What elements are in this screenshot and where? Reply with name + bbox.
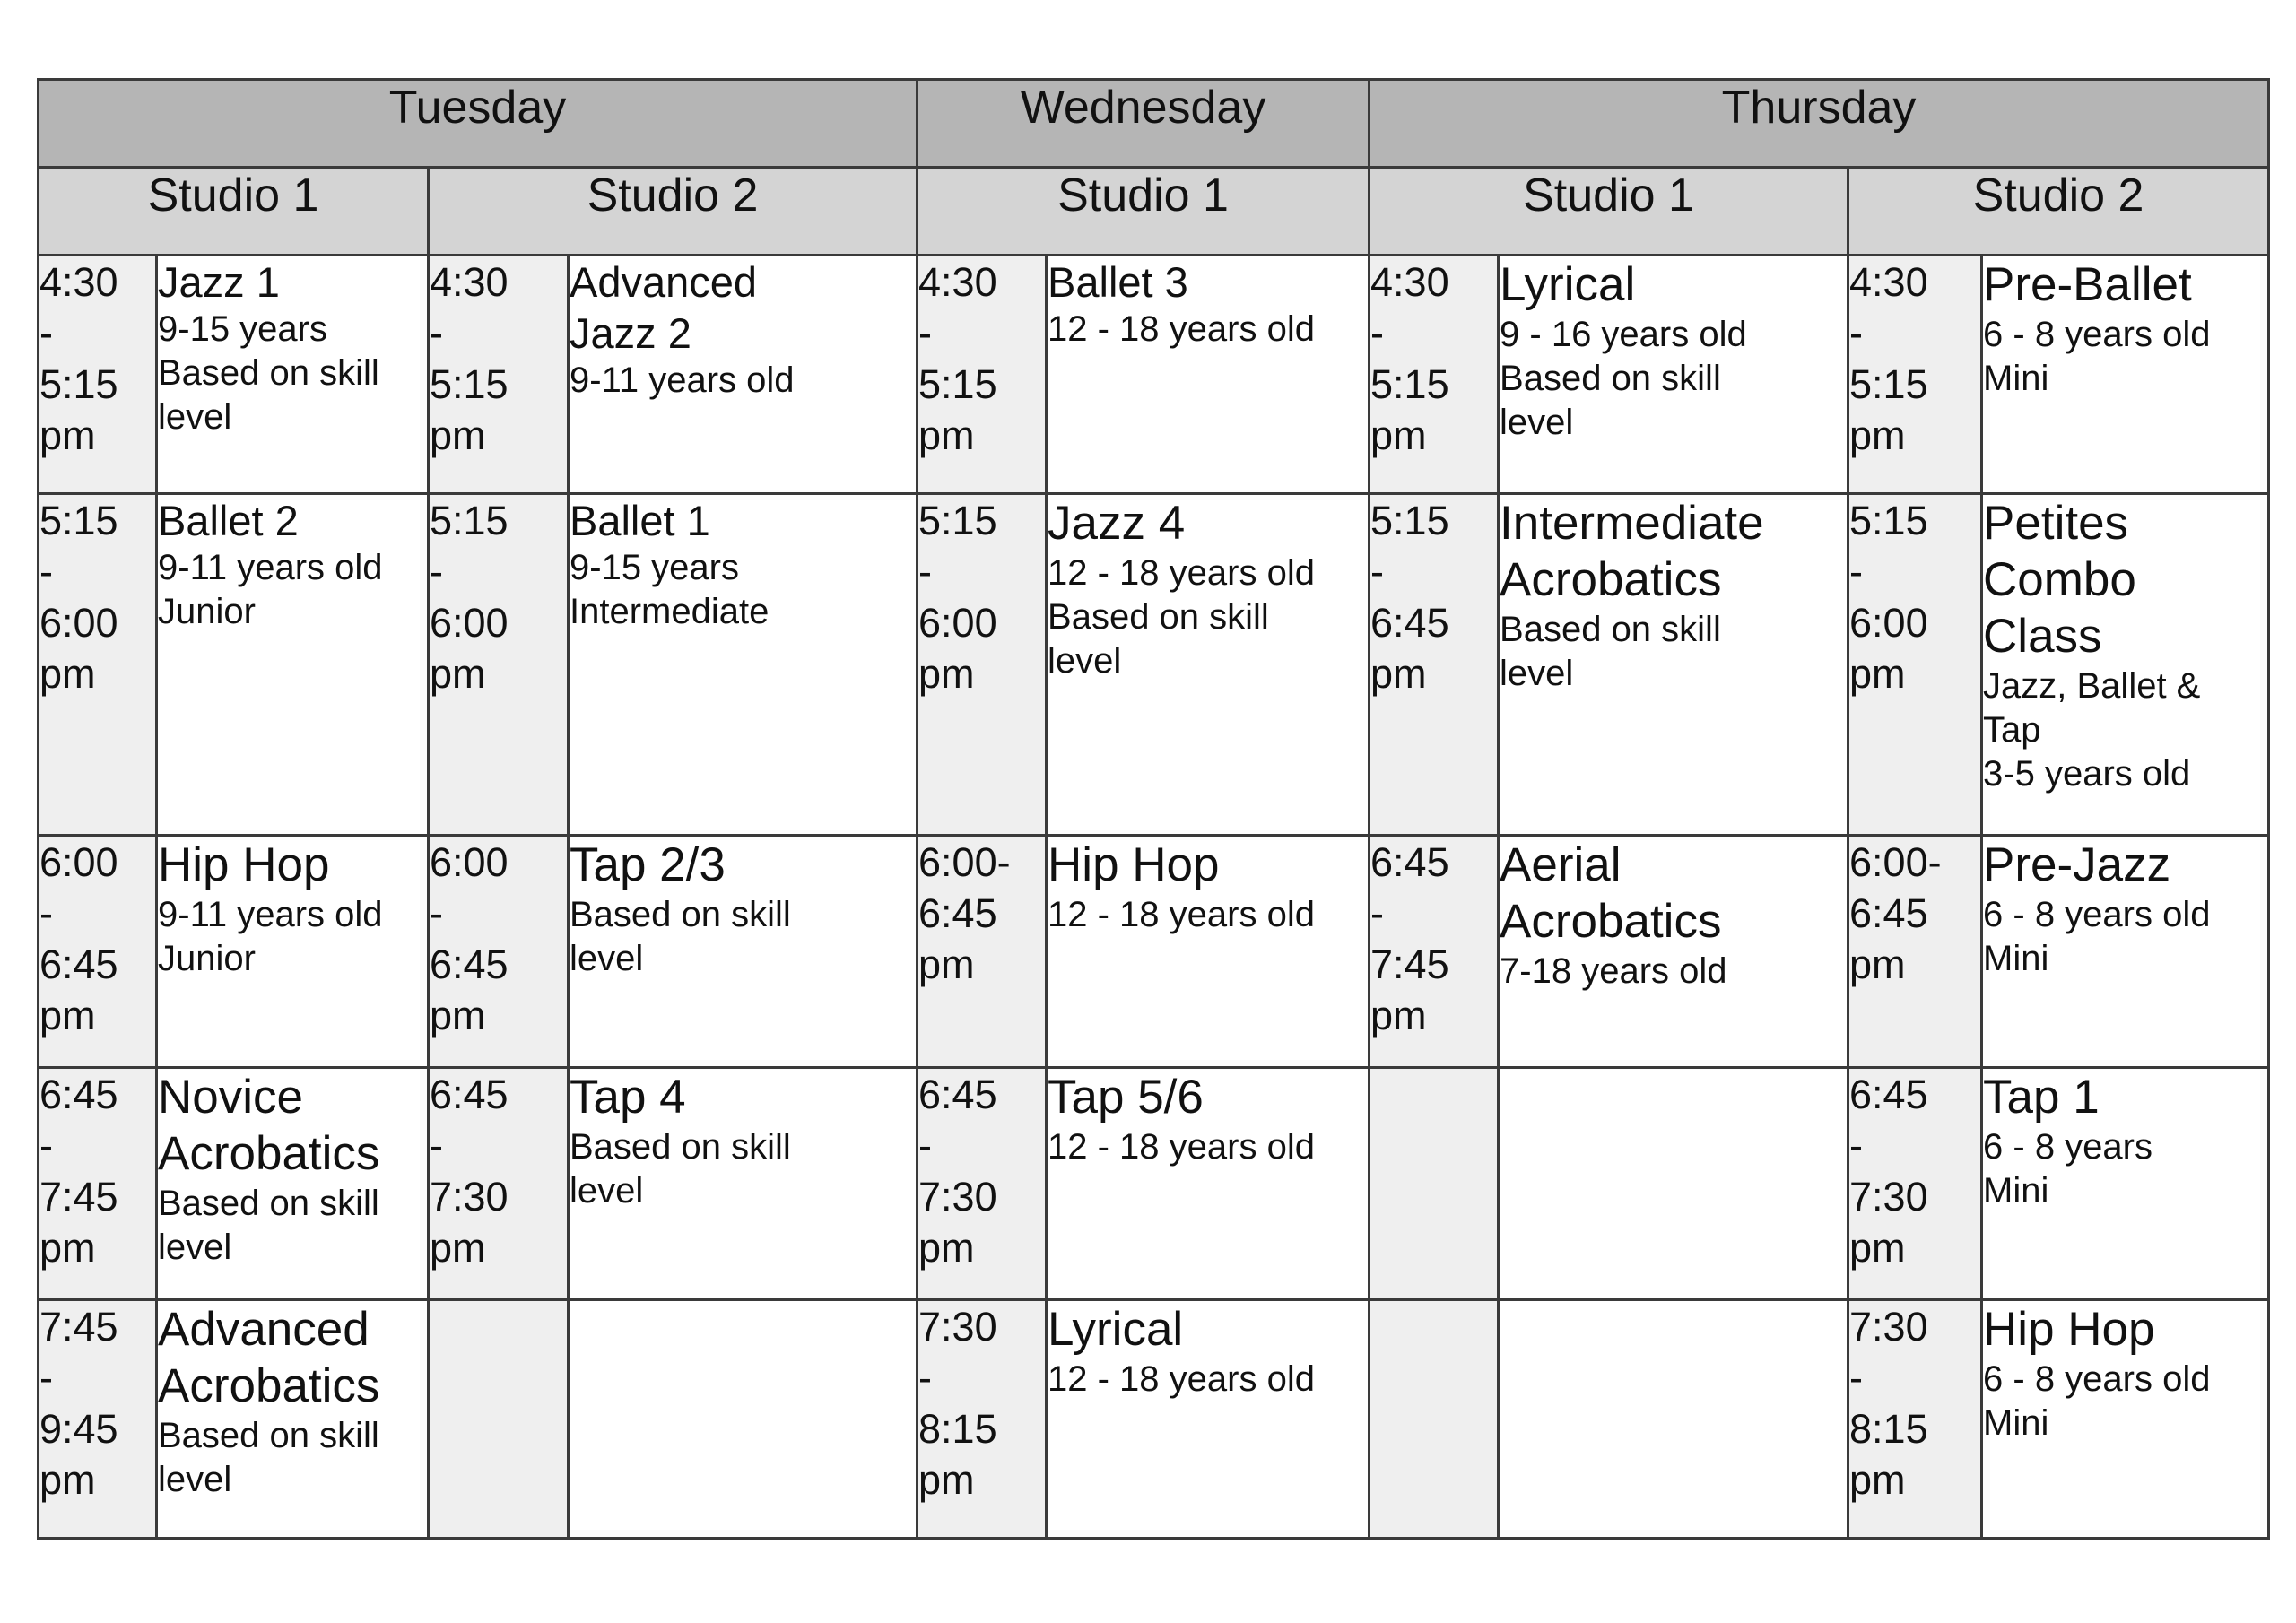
class-detail: Based on skill level (570, 895, 791, 978)
class-name: Hip Hop (158, 838, 330, 891)
class-detail: 9-11 years old Junior (158, 548, 383, 631)
day-header-row (39, 80, 2269, 168)
time-cell: 5:15 - 6:00 pm (1848, 494, 1982, 836)
class-cell (569, 494, 918, 836)
time-cell-empty (1370, 1300, 1499, 1539)
class-detail: 12 - 18 years old Based on skill level (1048, 553, 1315, 681)
class-cell (1982, 1300, 2269, 1539)
class-cell (1499, 494, 1848, 836)
class-name: Ballet 2 (158, 497, 299, 544)
class-cell (157, 256, 429, 494)
class-name: Tap 2/3 (570, 838, 726, 891)
schedule-row (39, 256, 2269, 494)
schedule-row (39, 1068, 2269, 1300)
class-cell (157, 1068, 429, 1300)
class-name: Jazz 4 (1048, 497, 1186, 550)
time-cell: 6:45 - 7:30 pm (429, 1068, 569, 1300)
class-name: Hip Hop (1048, 838, 1220, 891)
class-detail: 12 - 18 years old (1048, 895, 1315, 934)
time-cell: 6:45 - 7:45 pm (39, 1068, 157, 1300)
time-cell: 6:45 - 7:45 pm (1370, 836, 1499, 1068)
class-cell (1047, 1300, 1370, 1539)
class-name: Petites Combo Class (1983, 497, 2136, 663)
class-detail: 6 - 8 years Mini (1983, 1127, 2152, 1211)
studio-header-tuesday-1: Studio 1 (39, 168, 429, 256)
class-cell (569, 256, 918, 494)
class-name: Tap 1 (1983, 1071, 2100, 1124)
class-detail: 6 - 8 years old Mini (1983, 1359, 2211, 1443)
class-cell (157, 1300, 429, 1539)
class-name: Lyrical (1048, 1303, 1184, 1356)
studio-header-row (39, 168, 2269, 256)
time-cell: 6:00 - 6:45 pm (429, 836, 569, 1068)
class-name: Ballet 3 (1048, 258, 1188, 306)
class-cell (1982, 1068, 2269, 1300)
studio-header-tuesday-2: Studio 2 (429, 168, 918, 256)
class-name: Pre-Ballet (1983, 258, 2192, 311)
class-cell (1982, 836, 2269, 1068)
time-cell: 5:15 - 6:00 pm (39, 494, 157, 836)
class-detail: 7-18 years old (1500, 951, 1727, 991)
time-cell: 5:15 - 6:45 pm (1370, 494, 1499, 836)
class-detail: 9-15 years Intermediate (570, 548, 770, 631)
time-cell: 4:30 - 5:15 pm (918, 256, 1047, 494)
time-cell-empty (429, 1300, 569, 1539)
time-cell: 6:45 - 7:30 pm (1848, 1068, 1982, 1300)
time-cell: 5:15 - 6:00 pm (918, 494, 1047, 836)
day-header-tuesday: Tuesday (39, 80, 918, 168)
class-detail: Based on skill level (570, 1127, 791, 1211)
schedule-row (39, 494, 2269, 836)
class-detail: 12 - 18 years old (1048, 1359, 1315, 1399)
class-cell (1047, 494, 1370, 836)
class-detail: Based on skill level (158, 1416, 379, 1499)
class-cell (1982, 494, 2269, 836)
class-name: Novice Acrobatics (158, 1071, 380, 1180)
class-name: Lyrical (1500, 258, 1636, 311)
time-cell: 5:15 - 6:00 pm (429, 494, 569, 836)
studio-header-thursday-1: Studio 1 (1370, 168, 1848, 256)
time-cell: 7:30 - 8:15 pm (1848, 1300, 1982, 1539)
time-cell: 6:45 - 7:30 pm (918, 1068, 1047, 1300)
class-cell-empty (1499, 1300, 1848, 1539)
class-cell-empty (569, 1300, 918, 1539)
class-cell (1047, 256, 1370, 494)
time-cell-empty (1370, 1068, 1499, 1300)
class-detail: Jazz, Ballet & Tap 3-5 years old (1983, 666, 2201, 794)
class-cell (157, 836, 429, 1068)
class-name: Advanced Jazz 2 (570, 258, 758, 357)
day-header-wednesday: Wednesday (918, 80, 1370, 168)
time-cell: 6:00- 6:45 pm (1848, 836, 1982, 1068)
class-name: Advanced Acrobatics (158, 1303, 380, 1412)
time-cell: 4:30 - 5:15 pm (1370, 256, 1499, 494)
class-name: Jazz 1 (158, 258, 280, 306)
class-cell (569, 836, 918, 1068)
class-cell (569, 1068, 918, 1300)
class-detail: 6 - 8 years old Mini (1983, 895, 2211, 978)
class-detail: 9 - 16 years old Based on skill level (1500, 315, 1747, 442)
class-name: Ballet 1 (570, 497, 710, 544)
schedule-row (39, 836, 2269, 1068)
class-detail: 6 - 8 years old Mini (1983, 315, 2211, 398)
class-name: Tap 5/6 (1048, 1071, 1204, 1124)
day-header-thursday: Thursday (1370, 80, 2269, 168)
schedule-row (39, 1300, 2269, 1539)
class-detail: Based on skill level (1500, 610, 1721, 693)
time-cell: 6:00 - 6:45 pm (39, 836, 157, 1068)
class-name: Tap 4 (570, 1071, 686, 1124)
class-cell (1982, 256, 2269, 494)
class-name: Intermediate Acrobatics (1500, 497, 1764, 606)
time-cell: 7:30 - 8:15 pm (918, 1300, 1047, 1539)
class-name: Pre-Jazz (1983, 838, 2171, 891)
studio-header-thursday-2: Studio 2 (1848, 168, 2269, 256)
class-detail: 9-15 years Based on skill level (158, 309, 379, 437)
class-cell (157, 494, 429, 836)
studio-header-wednesday-1: Studio 1 (918, 168, 1370, 256)
class-cell (1047, 1068, 1370, 1300)
class-detail: 9-11 years old Junior (158, 895, 383, 978)
class-cell-empty (1499, 1068, 1848, 1300)
time-cell: 4:30 - 5:15 pm (1848, 256, 1982, 494)
class-schedule-table (37, 78, 2270, 1540)
class-detail: 12 - 18 years old (1048, 309, 1315, 349)
class-name: Aerial Acrobatics (1500, 838, 1722, 948)
class-cell (1499, 836, 1848, 1068)
time-cell: 7:45 - 9:45 pm (39, 1300, 157, 1539)
class-cell (1047, 836, 1370, 1068)
time-cell: 4:30 - 5:15 pm (429, 256, 569, 494)
class-cell (1499, 256, 1848, 494)
class-name: Hip Hop (1983, 1303, 2155, 1356)
class-detail: Based on skill level (158, 1184, 379, 1267)
class-detail: 9-11 years old (570, 360, 795, 400)
class-detail: 12 - 18 years old (1048, 1127, 1315, 1167)
time-cell: 4:30 - 5:15 pm (39, 256, 157, 494)
time-cell: 6:00- 6:45 pm (918, 836, 1047, 1068)
